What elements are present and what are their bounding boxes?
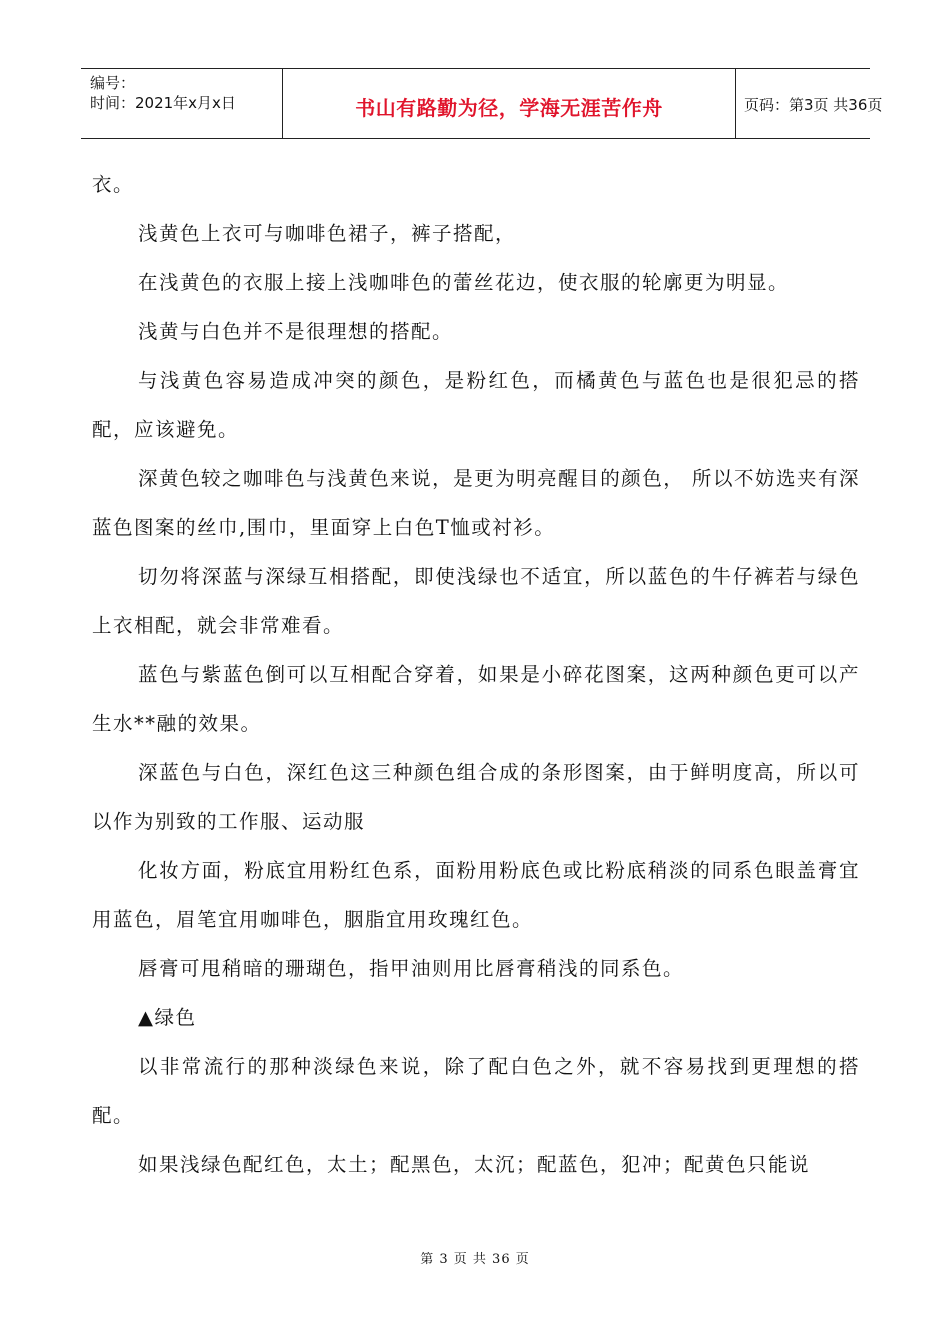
header-page-cell <box>736 69 883 138</box>
date-label: 时间：2021年x月x日 <box>90 94 236 112</box>
document-body <box>92 160 860 1189</box>
paragraph: 化妆方面，粉底宜用粉红色系，面粉用粉底色或比粉底稍淡的同系色眼盖膏宜用蓝色，眉笔宜用咖啡色，胭脂宜用玫瑰红色。 <box>92 859 860 931</box>
page-number-label: 页码：第3页 共36页 <box>744 96 883 114</box>
paragraph: 衣。 <box>92 173 135 196</box>
document-header <box>81 68 883 139</box>
paragraph: 以非常流行的那种淡绿色来说，除了配白色之外，就不容易找到更理想的搭配。 <box>92 1055 860 1127</box>
paragraph: 深蓝色与白色，深红色这三种颜色组合成的条形图案，由于鲜明度高，所以可以作为别致的工作服、运动服 <box>92 761 860 833</box>
motto-text: 书山有路勤为径，学海无涯苦作舟 <box>355 96 663 120</box>
paragraph: 如果浅绿色配红色，太土；配黑色，太沉；配蓝色，犯冲；配黄色只能说 <box>138 1153 811 1176</box>
header-meta-cell <box>81 69 283 138</box>
serial-number-label: 编号： <box>90 74 136 92</box>
paragraph: 蓝色与紫蓝色倒可以互相配合穿着，如果是小碎花图案，这两种颜色更可以产生水**融的效果。 <box>92 663 860 735</box>
paragraph: 唇膏可甩稍暗的珊瑚色，指甲油则用比唇膏稍浅的同系色。 <box>138 957 685 980</box>
paragraph: 深黄色较之咖啡色与浅黄色来说，是更为明亮醒目的颜色， 所以不妨选夹有深蓝色图案的丝巾,围巾，里面穿上白色T恤或衬衫。 <box>92 467 860 539</box>
paragraph: 切勿将深蓝与深绿互相搭配，即使浅绿也不适宜，所以蓝色的牛仔裤若与绿色上衣相配，就会非常难看。 <box>92 565 860 637</box>
section-heading-green: ▲绿色 <box>138 1006 197 1029</box>
paragraph: 浅黄与白色并不是很理想的搭配。 <box>138 320 454 343</box>
header-motto-cell <box>283 69 736 138</box>
paragraph: 浅黄色上衣可与咖啡色裙子，裤子搭配， <box>138 222 517 245</box>
page-footer: 第 3 页 共 36 页 <box>420 1252 530 1267</box>
paragraph: 在浅黄色的衣服上接上浅咖啡色的蕾丝花边，使衣服的轮廓更为明显。 <box>138 271 790 294</box>
paragraph: 与浅黄色容易造成冲突的颜色，是粉红色，而橘黄色与蓝色也是很犯忌的搭配，应该避免。 <box>92 369 860 441</box>
